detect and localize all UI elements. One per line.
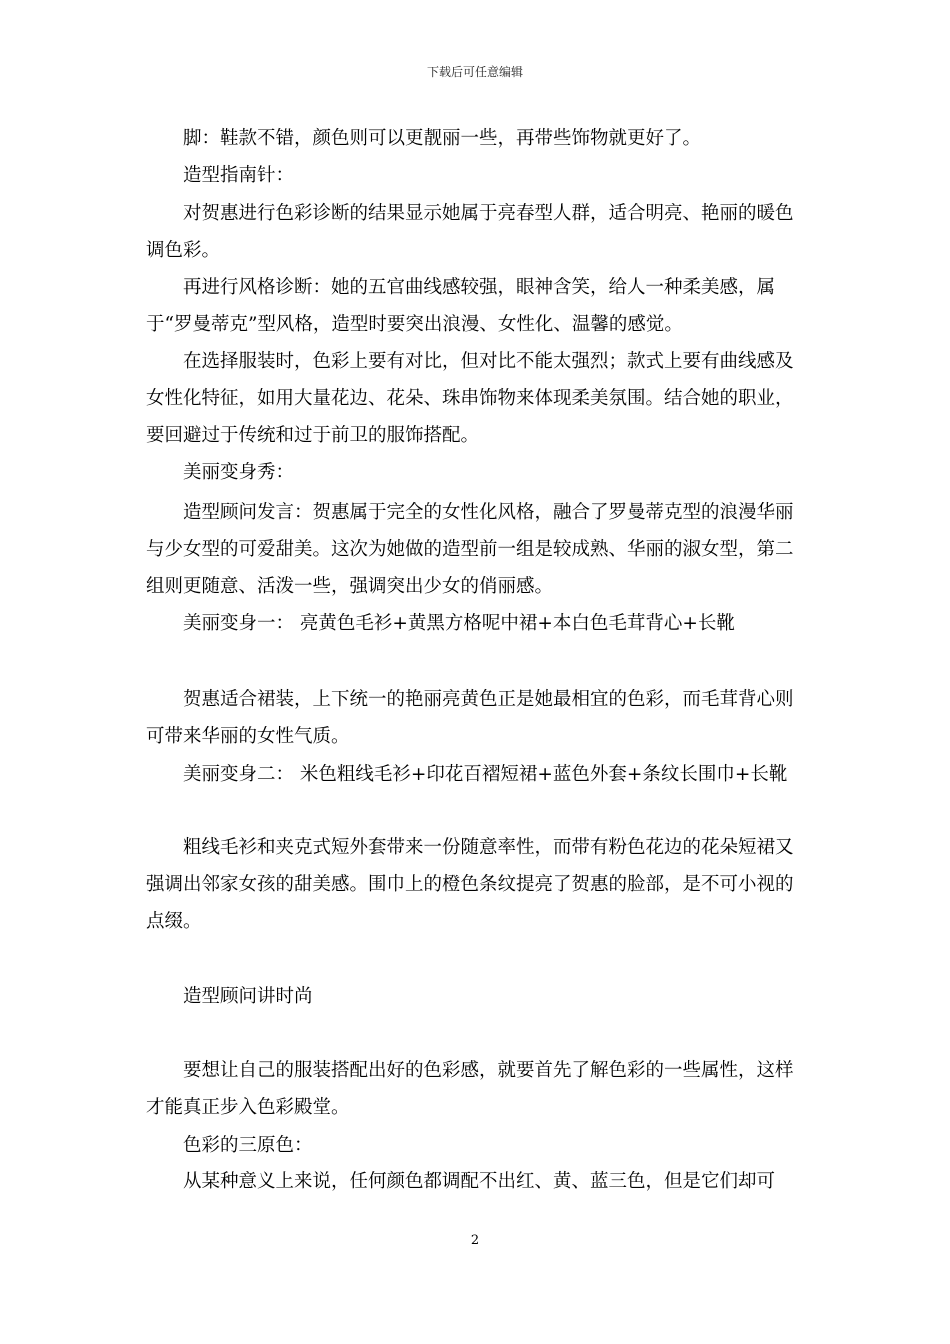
paragraph-color-diagnosis: 对贺惠进行色彩诊断的结果显示她属于亮春型人群，适合明亮、艳丽的暖色调色彩。: [146, 203, 794, 261]
paragraph-makeover-one: 美丽变身一： 亮黄色毛衫+黄黑方格呢中裙+本白色毛茸背心+长靴: [183, 613, 735, 634]
page-number: 2: [470, 1233, 480, 1248]
paragraph-makeover-two-desc: 粗线毛衫和夹克式短外套带来一份随意率性，而带有粉色花边的花朵短裙又强调出邻家女孩的甜美感。围巾上的橙色条纹提亮了贺惠的脸部，是不可小视的点缀。: [146, 837, 794, 932]
paragraph-style-diagnosis: 再进行风格诊断：她的五官曲线感较强，眼神含笑，给人一种柔美感，属于“罗曼蒂克”型风格，造型时要突出浪漫、女性化、温馨的感觉。: [146, 277, 776, 335]
paragraph-makeover-one-desc: 贺惠适合裙装，上下统一的艳丽亮黄色正是她最相宜的色彩，而毛茸背心则可带来华丽的女性气质。: [146, 689, 794, 747]
paragraph-color-sense: 要想让自己的服装搭配出好的色彩感，就要首先了解色彩的一些属性，这样才能真正步入色彩殿堂。: [146, 1060, 794, 1118]
paragraph-shoes: 脚：鞋款不错，颜色则可以更靓丽一些，再带些饰物就更好了。: [183, 128, 702, 149]
page-header: 下载后可任意编辑: [426, 65, 523, 79]
heading-makeover-show: 美丽变身秀：: [183, 462, 295, 483]
paragraph-primary-colors: 从某种意义上来说，任何颜色都调配不出红、黄、蓝三色，但是它们却可: [183, 1171, 776, 1192]
heading-primary-colors: 色彩的三原色：: [183, 1135, 313, 1156]
heading-style-guide: 造型指南针：: [183, 165, 295, 186]
paragraph-clothing-choice: 在选择服装时，色彩上要有对比，但对比不能太强烈；款式上要有曲线感及女性化特征，如用大量花边、花朵、珠串饰物来体现柔美氛围。结合她的职业，要回避过于传统和过于前卫的服饰搭配。: [146, 351, 794, 446]
paragraph-consultant-statement: 造型顾问发言：贺惠属于完全的女性化风格，融合了罗曼蒂克型的浪漫华丽与少女型的可爱甜美。这次为她做的造型前一组是较成熟、华丽的淑女型，第二组则更随意、活泼一些，强调突出少女的俏丽感。: [146, 502, 794, 597]
heading-consultant-fashion: 造型顾问讲时尚: [183, 986, 313, 1007]
paragraph-makeover-two: 美丽变身二： 米色粗线毛衫+印花百褶短裙+蓝色外套+条纹长围巾+长靴: [183, 764, 788, 785]
